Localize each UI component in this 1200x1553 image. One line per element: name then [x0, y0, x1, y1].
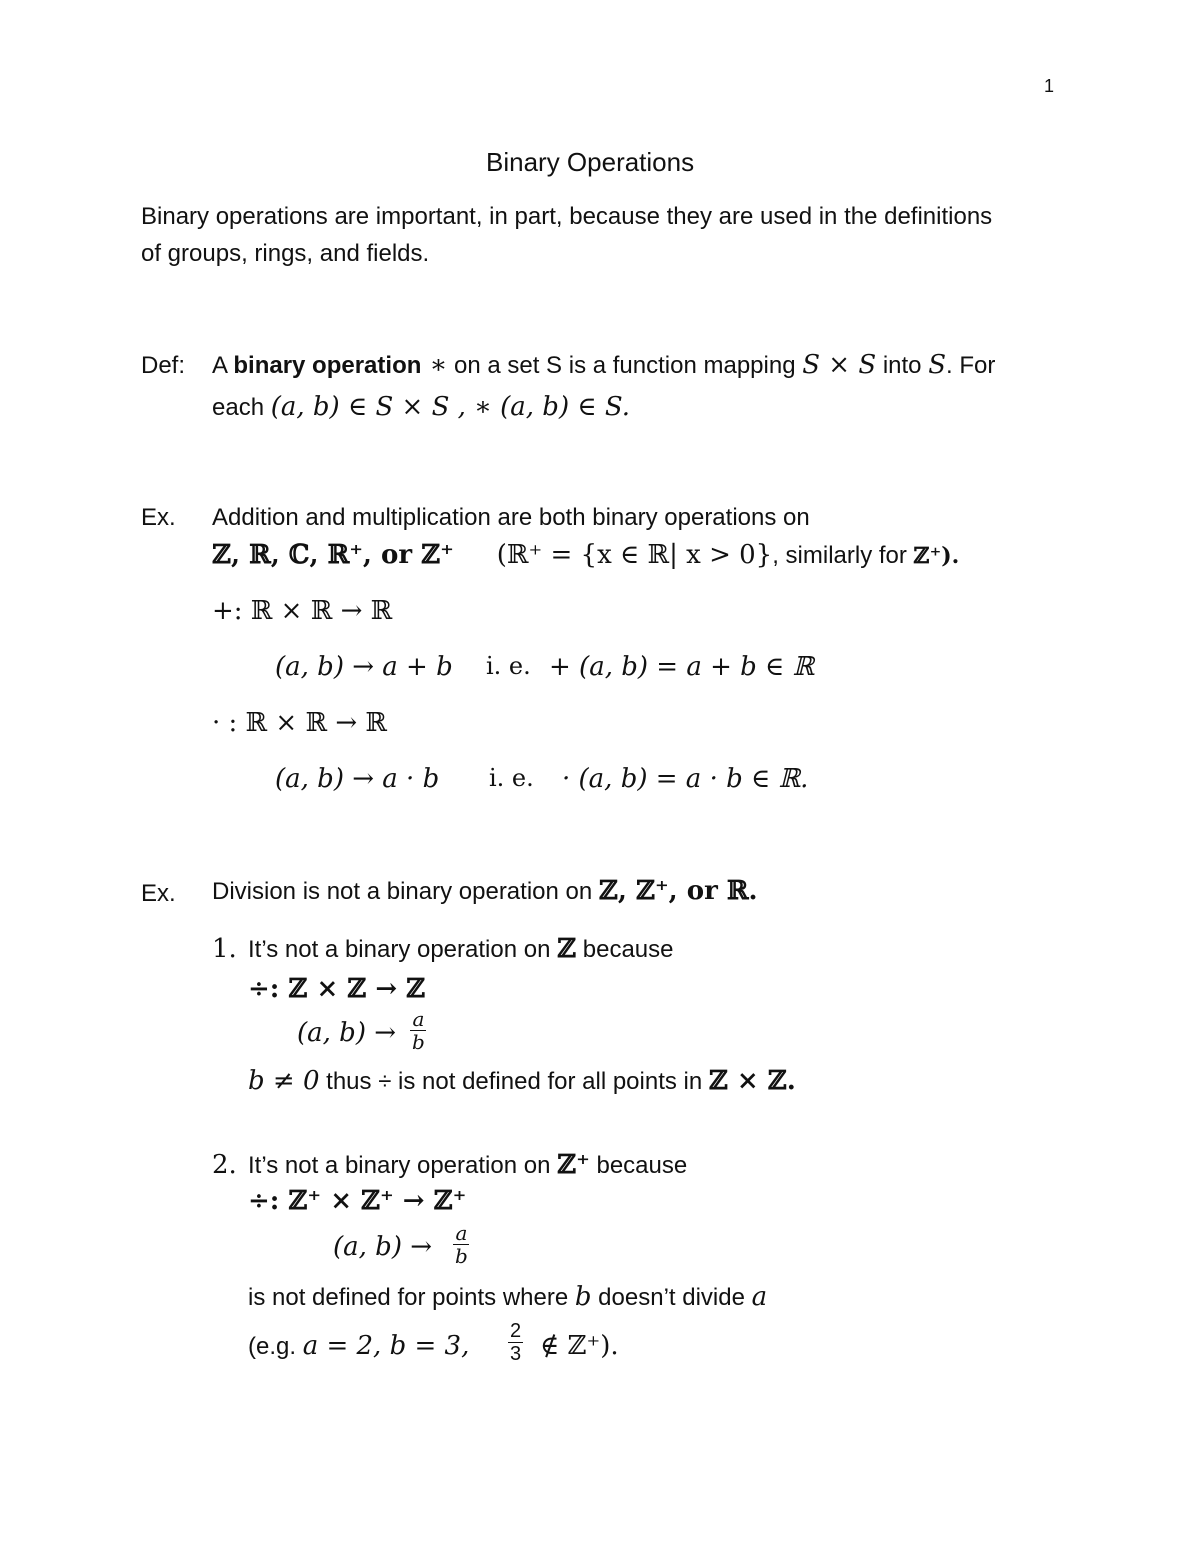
intro-line-2: of groups, rings, and fields.: [141, 240, 430, 267]
item-2-note: is not defined for points where b doesn’t divide a: [248, 1282, 768, 1312]
addition-equation: + (a, b) = a + b ∈ ℝ: [549, 652, 815, 682]
addition-mapping: +: ℝ × ℝ → ℝ: [212, 596, 393, 626]
definition-line-2: each (a, b) ∈ S × S , ∗ (a, b) ∈ S.: [212, 392, 631, 422]
example-1-label: Ex.: [141, 504, 176, 531]
item-2-example-tail: ∉ ℤ⁺).: [540, 1331, 619, 1361]
example-2-label: Ex.: [141, 880, 176, 907]
item-1-division-mapping: ÷: ℤ × ℤ → ℤ: [248, 974, 426, 1004]
addition-rule: (a, b) → a + b: [275, 652, 453, 682]
definition-label: Def:: [141, 352, 186, 379]
item-1-condition: b ≠ 0 thus ÷ is not defined for all points in ℤ × ℤ.: [248, 1066, 796, 1096]
item-2-division-mapping: ÷: ℤ⁺ × ℤ⁺ → ℤ⁺: [248, 1186, 467, 1216]
multiplication-equation: · (a, b) = a · b ∈ ℝ.: [562, 764, 809, 794]
item-2-division-rule: (a, b) →: [333, 1232, 433, 1262]
positive-reals-definition: (ℝ⁺ = {x ∈ ℝ| x > 0}: [496, 540, 773, 570]
binary-operation-term: binary operation: [233, 352, 422, 379]
example-1-sets-line: ℤ, ℝ, ℂ, ℝ⁺, or ℤ⁺ (ℝ⁺ = {x ∈ ℝ| x > 0}, similarly for ℤ⁺).: [212, 540, 960, 570]
item-1-division-rule: (a, b) →: [297, 1018, 397, 1048]
number-sets: ℤ, ℝ, ℂ, ℝ⁺, or ℤ⁺: [212, 540, 454, 570]
item-2-example-fraction: $\frac{2}{3}$: [510, 1320, 522, 1365]
page-title: Binary Operations: [486, 147, 695, 177]
item-1-fraction: $\frac{a}{b}$: [412, 1007, 425, 1054]
ie-2: i. e.: [489, 764, 534, 792]
item-2-example: (e.g. a = 2, b = 3,: [248, 1331, 470, 1361]
item-1-number: 1.: [212, 934, 237, 964]
item-2-number: 2.: [212, 1150, 237, 1180]
example-2-line-1: Division is not a binary operation on ℤ, ℤ⁺, or ℝ.: [212, 876, 758, 906]
page-number: 1: [1044, 76, 1055, 96]
item-1-heading: It’s not a binary operation on ℤ because: [248, 934, 674, 964]
ie-1: i. e.: [486, 652, 531, 680]
multiplication-rule: (a, b) → a · b: [275, 764, 440, 794]
item-2-heading: It’s not a binary operation on ℤ⁺ because: [248, 1150, 688, 1180]
definition-line-1: A binary operation ∗ on a set S is a function mapping S × S into S. For: [212, 350, 996, 380]
intro-line-1: Binary operations are important, in part, because they are used in the definitions: [141, 203, 993, 230]
item-2-fraction: $\frac{a}{b}$: [455, 1221, 468, 1268]
multiplication-mapping: · : ℝ × ℝ → ℝ: [212, 708, 388, 738]
example-1-line-1: Addition and multiplication are both binary operations on: [212, 504, 810, 531]
